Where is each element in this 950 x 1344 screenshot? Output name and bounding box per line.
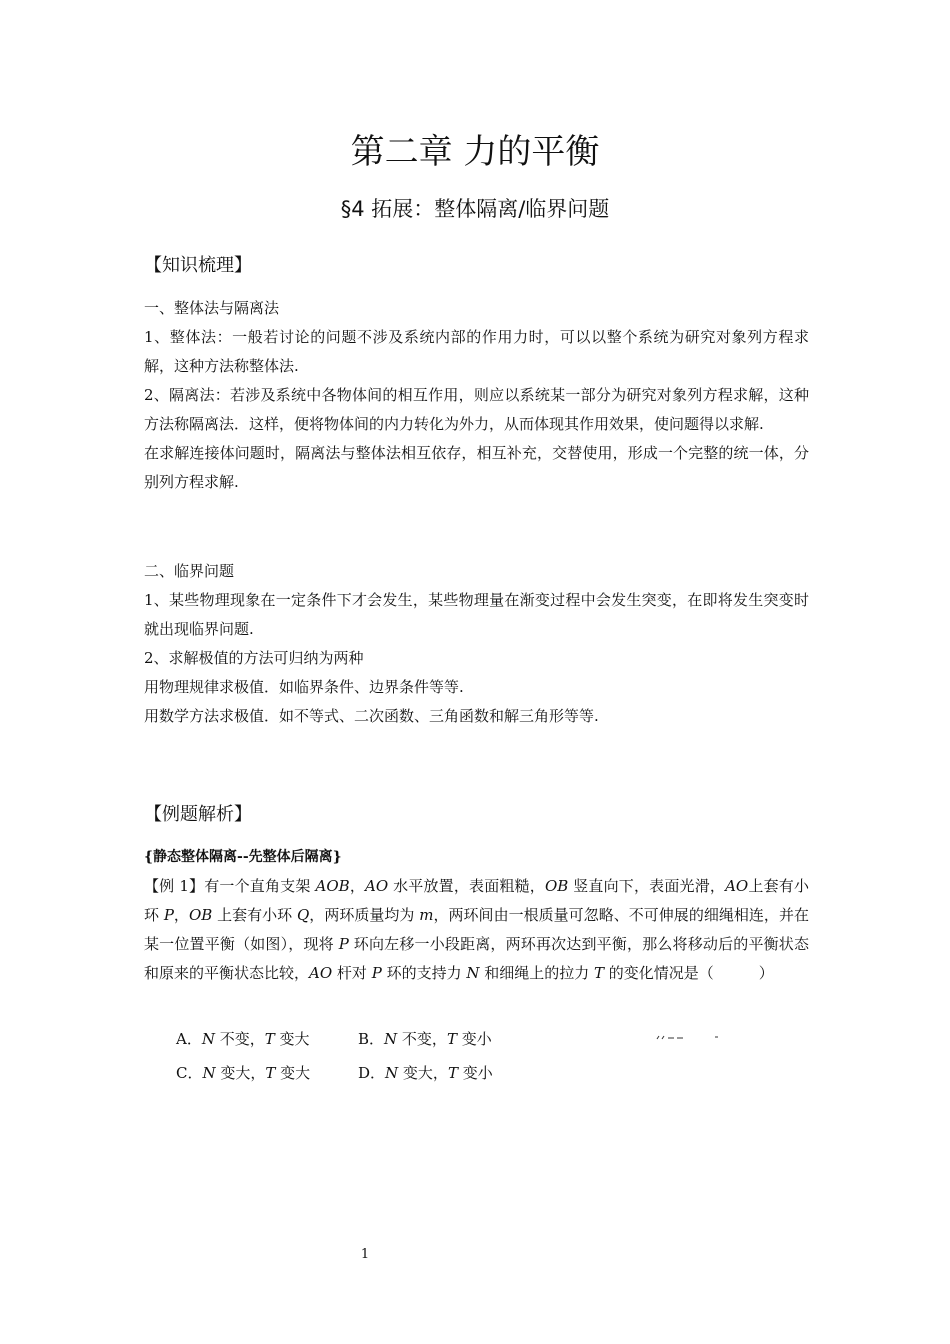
knowledge-line: 2、隔离法：若涉及系统中各物体间的相互作用，则应以系统某一部分为研究对象列方程求解，这种方法称隔离法．这样，便将物体间的内力转化为外力，从而体现其作用效果，使问题得以求解. <box>144 386 809 433</box>
option-a[interactable]: A．N 不变，T 变大 <box>176 1030 310 1048</box>
option-d[interactable]: D．N 变大，T 变小 <box>358 1064 493 1082</box>
knowledge-line: 2、求解极值的方法可归纳为两种 <box>144 649 364 667</box>
knowledge-line: 1、某些物理现象在一定条件下才会发生，某些物理量在渐变过程中会发生突变，在即将发生突变时就出现临界问题. <box>144 591 809 638</box>
knowledge-line: 一、整体法与隔离法 <box>144 299 280 317</box>
options-row-1 <box>176 1027 540 1051</box>
examples-heading: 【例题解析】 <box>144 804 252 825</box>
options-row-2 <box>176 1061 540 1085</box>
example-1-question <box>144 872 809 988</box>
section-subtitle: §4 拓展：整体隔离/临界问题 <box>340 197 610 221</box>
knowledge-heading: 【知识梳理】 <box>144 255 252 276</box>
knowledge-line: 二、临界问题 <box>144 562 235 580</box>
knowledge-line: 在求解连接体问题时，隔离法与整体法相互依存，相互补充，交替使用，形成一个完整的统一体，分别列方程求解. <box>144 444 809 491</box>
knowledge-block-2 <box>144 557 809 731</box>
option-c[interactable]: C．N 变大，T 变大 <box>176 1064 311 1082</box>
knowledge-line: 用物理规律求极值．如临界条件、边界条件等等. <box>144 678 464 696</box>
knowledge-line: 用数学方法求极值．如不等式、二次函数、三角函数和解三角形等等. <box>144 707 599 725</box>
example-category-tag: {静态整体隔离--先整体后隔离} <box>144 849 342 865</box>
knowledge-line: 1、整体法：一般若讨论的问题不涉及系统内部的作用力时，可以以整个系统为研究对象列方程求解，这种方法称整体法. <box>144 328 809 375</box>
page-number: 1 <box>360 1247 370 1262</box>
knowledge-block-1 <box>144 294 809 497</box>
chapter-title: 第二章 力的平衡 <box>350 132 600 172</box>
figure-fragment <box>655 1030 725 1044</box>
option-b[interactable]: B．N 不变，T 变小 <box>358 1030 492 1048</box>
example-1-text: 【例 1】有一个直角支架 AOB，AO 水平放置，表面粗糙，OB 竖直向下，表面光滑，AO上套有小环 P，OB 上套有小环 Q，两环质量均为 m，两环间由一根质量可忽略、不可伸展的细绳相连，并在某一位置平衡（如图），现将 P 环向左移一小段距离，两环再次达到平衡，那么将移动后的平衡状态和原来的平衡状态比较，AO 杆对 P 环的支持力 N 和细绳上的拉力 T 的变化情况是（ ） <box>144 877 809 982</box>
